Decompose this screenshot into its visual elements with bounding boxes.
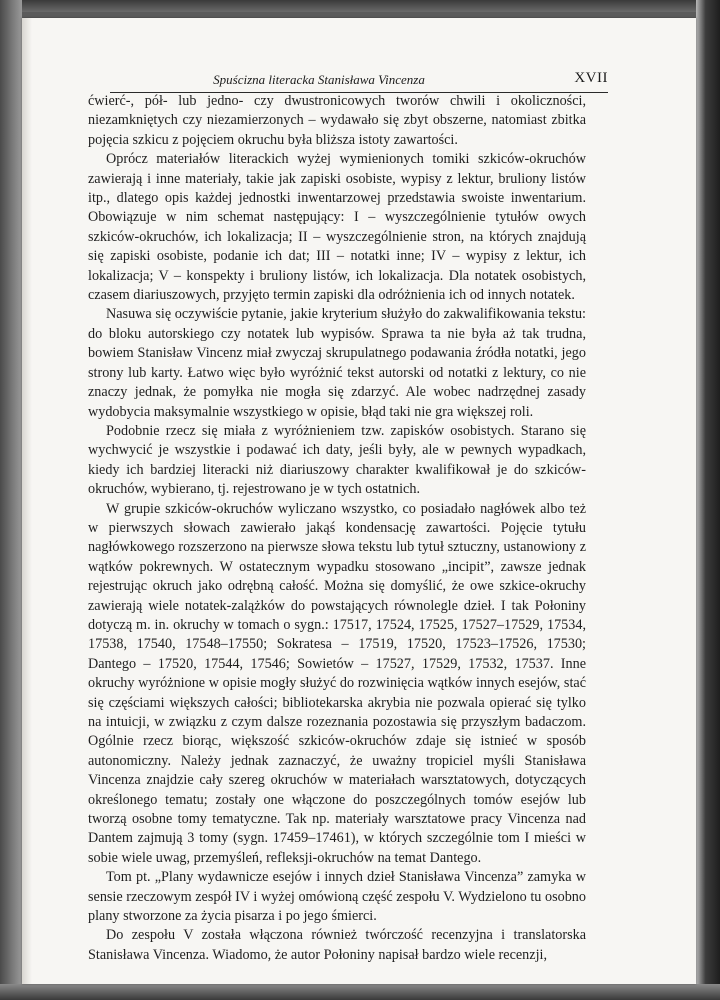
running-head [110,70,608,93]
scan-edge-bottom [0,984,720,1000]
paragraph-1: ćwierć-, pół- lub jedno- czy dwustronicowych tworów chwili i okoliczności, niezamkniętych czy niezamierzonych – wydawało się zbyt obszerne, natomiast zbitka pojęcia szkicu z pojęciem okruchu była bliższa istoty zawartości. [88,93,586,148]
paragraph-3: Nasuwa się oczywiście pytanie, jakie kryterium służyło do zakwalifikowania tekstu: do bloku autorskiego czy notatek lub wypisów. Sprawa ta nie była aż tak trudna, bowiem Stanisław Vincenz miał zwyczaj skrupulatnego podawania źródła notatki, jego strony lub karty. Łatwo więc było wyróżnić tekst autorski od notatki z lektury, co nie znaczy jednak, że pomyłka nie mogła się zdarzyć. Ale wobec nadrzędnej zasady wydobycia maksymalnie wszystkiego w opisie, błąd taki nie gra większej roli. [88,306,586,420]
scan-edge-left [0,0,22,1000]
scan-edge-right [696,0,720,1000]
paragraph-6: Tom pt. „Plany wydawnicze esejów i innych dzieł Stanisława Vincenza” zamyka w sensie rzeczowym zespół IV i wyżej omówioną część zespołu V. Wydzielono tu osobno plany stworzone za życia pisarza i po jego śmierci. [88,869,586,925]
paragraph-2: Oprócz materiałów literackich wyżej wymienionych tomiki szkiców-okruchów zawierają i inne materiały, takie jak zapiski osobiste, wypisy z lektur, bruliony listów itp., dlatego opis każdej jednostki inwentarzowej przedstawia swoiste inwentarium. Obowiązuje w nim schemat następujący: I – wyszczególnienie tytułów owych szkiców-okruchów, ich lokalizacja; II – wyszczególnienie stron, na których znajdują się zapiski osobiste, podanie ich dat; III – notatki inne; IV – wypisy z lektur, ich lokalizacja; V – konspekty i bruliony listów, ich lokalizacja. Dla notatek osobistych, czasem diariuszowych, przyjęto termin zapiski dla odróżnienia ich od innych notatek. [88,151,586,304]
scan-edge-top [0,0,720,12]
paragraph-4: Podobnie rzecz się miała z wyróżnieniem tzw. zapisków osobistych. Starano się wychwycić je wszystkie i podawać ich daty, jeśli były, ale w pewnych wypadkach, kiedy ich bardziej literacki niż diariuszowy charakter kwalifikował je do szkiców-okruchów, wybierano, tj. rejestrowano je w tych ostatnich. [88,422,586,498]
paragraph-7: Do zespołu V została włączona również twórczość recenzyjna i translatorska Stanisława Vincenza. Wiadomo, że autor Połoniny napisał bardzo wiele recenzji, [88,927,586,963]
paragraph-5: W grupie szkiców-okruchów wyliczano wszystko, co posiadało nagłówek albo też w pierwszych słowach zawierało jakąś kondensację zawartości. Pojęcie tytułu nagłówkowego rozszerzono na pierwsze słowa tekstu lub tytuł sztuczny, ustanowiony z wątków pokrewnych. W ostatecznym wypadku stosowano „incipit”, zawsze jednak rejestrując okruch jako odrębną całość. Można się domyślić, że owe szkice-okruchy zawierają wiele notatek-zalążków do powstających równolegle dzieł. I tak Połoniny dotyczą m. in. okruchy w tomach o sygn.: 17517, 17524, 17525, 17527–17529, 17534, 17538, 17540, 17548–17550; Sokratesa – 17519, 17520, 17523–17526, 17530; Dantego – 17520, 17544, 17546; Sowietów – 17527, 17529, 17532, 17537. Inne okruchy wyróżnione w opisie mogły służyć do rozwinięcia wątków innych esejów, stać się częściami większych całości; bibliotekarska akrybia nie pozwala opierać się tylko na intuicji, w związku z czym dalsze rozeznania pozostawia się przyszłym badaczom. Ogólnie rzecz biorąc, większość szkiców-okruchów zdaje się istnieć w sposób autonomiczny. Należy jednak zaznaczyć, że uważny tropiciel myśli Stanisława Vincenza znajdzie cały szereg okruchów w materiałach warsztatowych, dotyczących określonego tematu; zostały one włączone do poszczególnych tomów esejów lub tworzą osobne tomy tematyczne. Tak np. materiały warsztatowe pracy Vincenza nad Dantem zajmują 3 tomy (sygn. 17459–17461), w których szczególnie tom I mieści w sobie wiele uwag, przemyśleń, refleksji-okruchów na temat Dantego. [88,500,586,866]
page-number: XVII [574,70,608,86]
body-text [88,92,586,965]
running-title: Spuścizna literacka Stanisława Vincenza [213,72,425,87]
